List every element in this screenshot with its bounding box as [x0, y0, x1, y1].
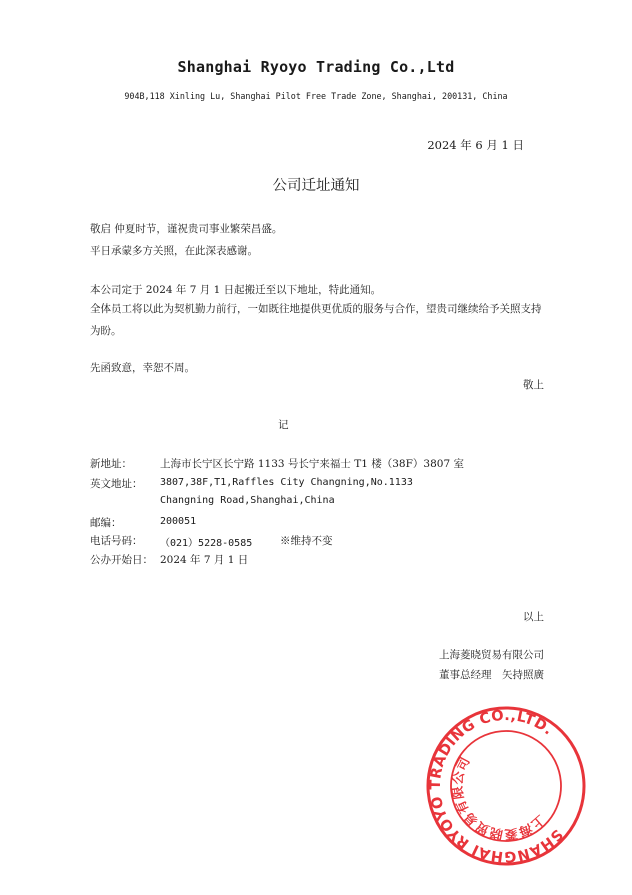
greeting-line-2: 平日承蒙多方关照，在此深表感谢。 — [90, 245, 258, 257]
closing-sign: 敬上 — [523, 379, 544, 391]
body-line-2: 全体员工将以此为契机勤力前行，一如既往地提供更优质的服务与合作，望贵司继续给予关照支持为盼。 — [90, 303, 542, 337]
new-address-label: 新地址： — [90, 458, 132, 470]
new-address-value: 上海市长宁区长宁路 1133 号长宁来福士 T1 楼（38F）3807 室 — [160, 458, 464, 470]
english-address-line-1: 3807,38F,T1,Raffles City Changning,No.1133 — [160, 477, 413, 488]
end-mark: 以上 — [523, 611, 544, 623]
letter-title: 公司迁址通知 — [272, 178, 360, 194]
phone-label: 电话号码： — [90, 535, 143, 547]
signature-company: 上海菱晓贸易有限公司 — [439, 649, 544, 661]
seal-inner-text: 上海菱晓贸易有限公司 — [450, 754, 548, 842]
postal-label: 邮编： — [90, 517, 122, 529]
body-line-1: 本公司定于 2024 年 7 月 1 日起搬迁至以下地址，特此通知。 — [90, 284, 382, 296]
seal-outer-text: SHANGHAI RYOYO TRADING CO.,LTD. — [427, 707, 566, 865]
company-address: 904B,118 Xinling Lu, Shanghai Pilot Free Trade Zone, Shanghai, 200131, China — [124, 91, 508, 101]
letter-date: 2024 年 6 月 1 日 — [427, 138, 524, 152]
seal-outer-ring — [425, 705, 587, 867]
postal-value: 200051 — [160, 516, 197, 527]
closing-line: 先函致意，幸恕不周。 — [90, 362, 195, 374]
phone-value: （021）5228-0585 — [160, 538, 253, 549]
greeting-line-1: 敬启 仲夏时节，谨祝贵司事业繁荣昌盛。 — [90, 223, 283, 235]
start-date-value: 2024 年 7 月 1 日 — [160, 554, 249, 566]
company-name: Shanghai Ryoyo Trading Co.,Ltd — [177, 58, 455, 76]
ki-heading: 记 — [278, 419, 289, 431]
english-address-line-2: Changning Road,Shanghai,China — [160, 495, 335, 506]
company-seal — [425, 705, 587, 867]
phone-note: ※维持不变 — [280, 535, 333, 547]
signature-person: 董事总经理 矢持照廣 — [439, 669, 544, 681]
start-date-label: 公办开始日： — [90, 554, 153, 566]
english-address-label: 英文地址： — [90, 478, 143, 490]
